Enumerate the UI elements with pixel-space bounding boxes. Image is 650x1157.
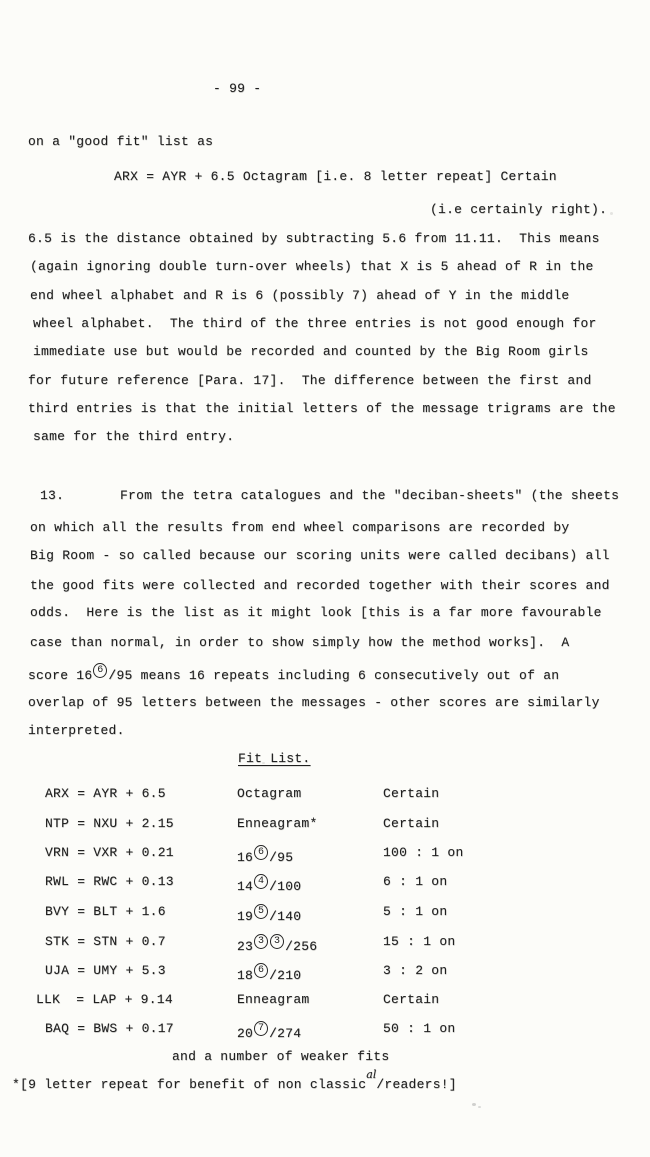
para12-line: third entries is that the initial letters of the message trigrams are the — [28, 401, 616, 416]
para12-line: end wheel alphabet and R is 6 (possibly 7) ahead of Y in the middle — [30, 288, 570, 303]
fit-formula: ARX = AYR + 6.5 — [45, 786, 166, 801]
para13-line: Big Room - so called because our scoring units were called decibans) all — [30, 548, 610, 563]
score-post: /100 — [269, 879, 302, 894]
fit-list-row — [0, 963, 650, 983]
para13-line: overlap of 95 letters between the messages - other scores are similarly — [28, 695, 600, 710]
fit-list-row — [0, 992, 650, 1012]
fit-list-row — [0, 904, 650, 924]
scan-speckle — [472, 1103, 476, 1106]
footnote-pre: *[9 letter repeat for benefit of non classic — [12, 1077, 367, 1092]
circled-digit: 5 — [254, 904, 268, 919]
fit-formula: VRN = VXR + 0.21 — [45, 845, 174, 860]
score-pre: 14 — [237, 879, 254, 894]
score-post: /274 — [269, 1026, 302, 1041]
score-pre: 16 — [237, 850, 254, 865]
para13-score-line — [28, 663, 559, 684]
fit-odds: 50 : 1 on — [383, 1021, 456, 1036]
score-text-pre: score 16 — [28, 668, 93, 683]
fit-odds: 100 : 1 on — [383, 845, 464, 860]
score-pre: 19 — [237, 909, 254, 924]
fit-odds: Certain — [383, 992, 440, 1007]
fit-list-title: Fit List. — [238, 751, 311, 766]
fit-formula: RWL = RWC + 0.13 — [45, 874, 174, 889]
fit-formula: BVY = BLT + 1.6 — [45, 904, 166, 919]
fit-odds: Certain — [383, 786, 440, 801]
fit-score: Enneagram* — [237, 816, 318, 831]
score-pre: 20 — [237, 1026, 254, 1041]
circled-digit: 6 — [93, 663, 107, 678]
fit-equation: ARX = AYR + 6.5 Octagram [i.e. 8 letter repeat] Certain — [114, 169, 557, 184]
footnote — [12, 1068, 457, 1093]
fit-list-row — [0, 816, 650, 836]
fit-list-row — [0, 845, 650, 865]
footnote-post: /readers!] — [376, 1077, 457, 1092]
fit-score — [237, 1021, 301, 1041]
score-text-post: /95 means 16 repeats including 6 consecutively out of an — [108, 668, 560, 683]
fit-formula: UJA = UMY + 5.3 — [45, 963, 166, 978]
fit-score — [237, 845, 293, 865]
fit-odds: 3 : 2 on — [383, 963, 448, 978]
para12-line: (again ignoring double turn-over wheels) that X is 5 ahead of R in the — [30, 259, 594, 274]
score-post: /95 — [269, 850, 294, 865]
scan-speckle — [478, 1106, 481, 1108]
fit-odds: 5 : 1 on — [383, 904, 448, 919]
para12-line: wheel alphabet. The third of the three entries is not good enough for — [33, 316, 597, 331]
score-post: /256 — [285, 939, 318, 954]
fit-formula: STK = STN + 0.7 — [45, 934, 166, 949]
para13-line: on which all the results from end wheel comparisons are recorded by — [30, 520, 570, 535]
fit-score — [237, 963, 301, 983]
fit-odds: 15 : 1 on — [383, 934, 456, 949]
scan-speckle — [610, 212, 613, 215]
circled-digit: 3 — [270, 934, 284, 949]
para13-line: the good fits were collected and recorded together with their scores and — [30, 578, 610, 593]
circled-digit: 6 — [254, 845, 268, 860]
fit-list-row — [0, 786, 650, 806]
intro-line: on a "good fit" list as — [28, 134, 214, 149]
score-post: /140 — [269, 909, 302, 924]
fit-odds: Certain — [383, 816, 440, 831]
fit-list-row — [0, 934, 650, 954]
equation-note: (i.e certainly right). — [430, 202, 608, 217]
fit-score: Octagram — [237, 786, 302, 801]
circled-digit: 7 — [254, 1021, 268, 1036]
fit-score — [237, 874, 301, 894]
fit-formula: LLK = LAP + 9.14 — [36, 992, 173, 1007]
circled-digit: 6 — [254, 963, 268, 978]
score-post: /210 — [269, 968, 302, 983]
para12-line: 6.5 is the distance obtained by subtracting 5.6 from 11.11. This means — [28, 231, 600, 246]
fit-score — [237, 904, 301, 924]
para12-line: for future reference [Para. 17]. The difference between the first and — [28, 373, 592, 388]
handwritten-insertion: al — [366, 1068, 377, 1081]
para12-line: same for the third entry. — [33, 429, 235, 444]
circled-digit: 3 — [254, 934, 268, 949]
para13-number: 13. — [40, 488, 65, 503]
fit-score: Enneagram — [237, 992, 310, 1007]
circled-digit: 4 — [254, 874, 268, 889]
score-pre: 23 — [237, 939, 254, 954]
para13-line: odds. Here is the list as it might look [this is a far more favourable — [30, 605, 602, 620]
fit-formula: BAQ = BWS + 0.17 — [45, 1021, 174, 1036]
fit-formula: NTP = NXU + 2.15 — [45, 816, 174, 831]
scan-speckle — [262, 762, 265, 764]
fit-list-row — [0, 874, 650, 894]
para13-line: interpreted. — [28, 723, 125, 738]
fit-list-row — [0, 1021, 650, 1041]
para12-line: immediate use but would be recorded and counted by the Big Room girls — [33, 344, 589, 359]
para13-line: case than normal, in order to show simply how the method works]. A — [30, 635, 570, 650]
fit-odds: 6 : 1 on — [383, 874, 448, 889]
para13-line: From the tetra catalogues and the "deciban-sheets" (the sheets — [120, 488, 620, 503]
fit-list-footer: and a number of weaker fits — [172, 1049, 390, 1064]
score-pre: 18 — [237, 968, 254, 983]
page-number: - 99 - — [213, 81, 262, 96]
fit-score — [237, 934, 317, 954]
